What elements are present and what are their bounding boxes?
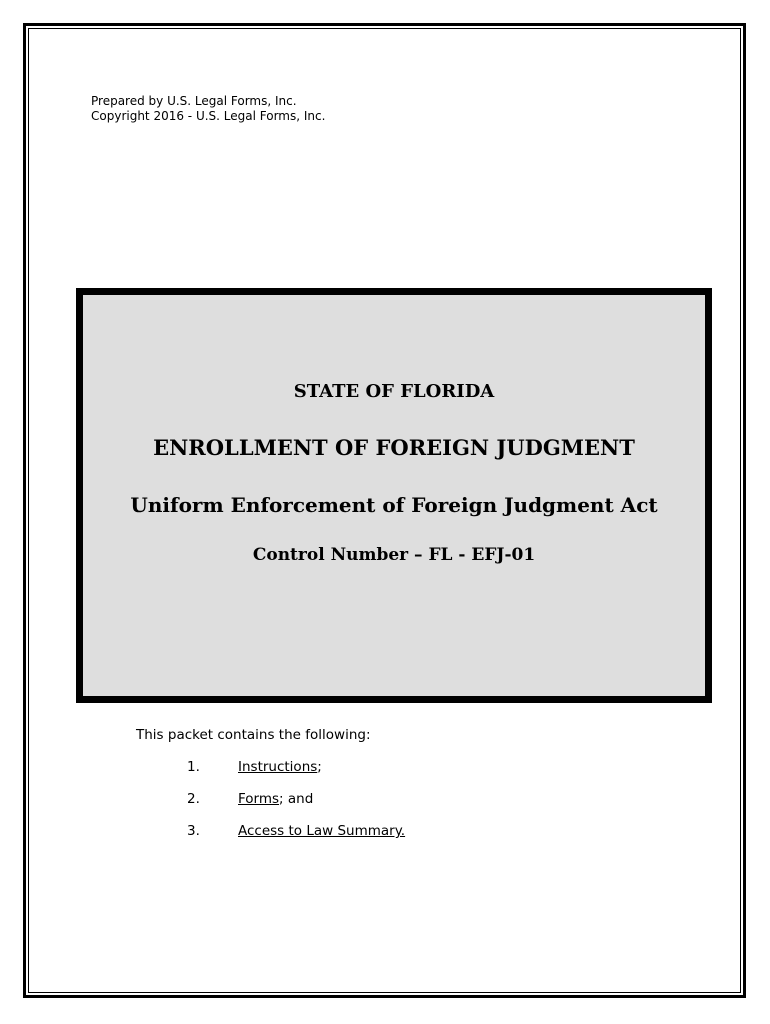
document-title: ENROLLMENT OF FOREIGN JUDGMENT <box>153 435 635 460</box>
list-item-text <box>238 823 405 839</box>
prepared-by-text: Prepared by U.S. Legal Forms, Inc. <box>91 94 297 108</box>
list-item-number: 3. <box>187 823 200 839</box>
preparer-notice <box>91 94 325 124</box>
forms-link[interactable]: Forms <box>238 791 280 807</box>
list-item-number: 1. <box>187 759 200 775</box>
document-subtitle: Uniform Enforcement of Foreign Judgment Act <box>130 493 658 517</box>
list-item-suffix: ; <box>317 759 322 775</box>
list-item-text <box>238 791 313 807</box>
control-number: Control Number – FL - EFJ-01 <box>252 545 536 565</box>
law-summary-link[interactable]: Access to Law Summary. <box>238 823 406 839</box>
list-item-suffix: ; and <box>279 791 314 807</box>
list-item-number: 2. <box>187 791 200 807</box>
state-heading: STATE OF FLORIDA <box>293 381 495 402</box>
list-item-text <box>238 759 322 775</box>
title-box <box>76 288 712 703</box>
packet-intro: This packet contains the following: <box>136 727 371 743</box>
instructions-link[interactable]: Instructions <box>238 759 318 775</box>
copyright-text: Copyright 2016 - U.S. Legal Forms, Inc. <box>91 109 326 123</box>
